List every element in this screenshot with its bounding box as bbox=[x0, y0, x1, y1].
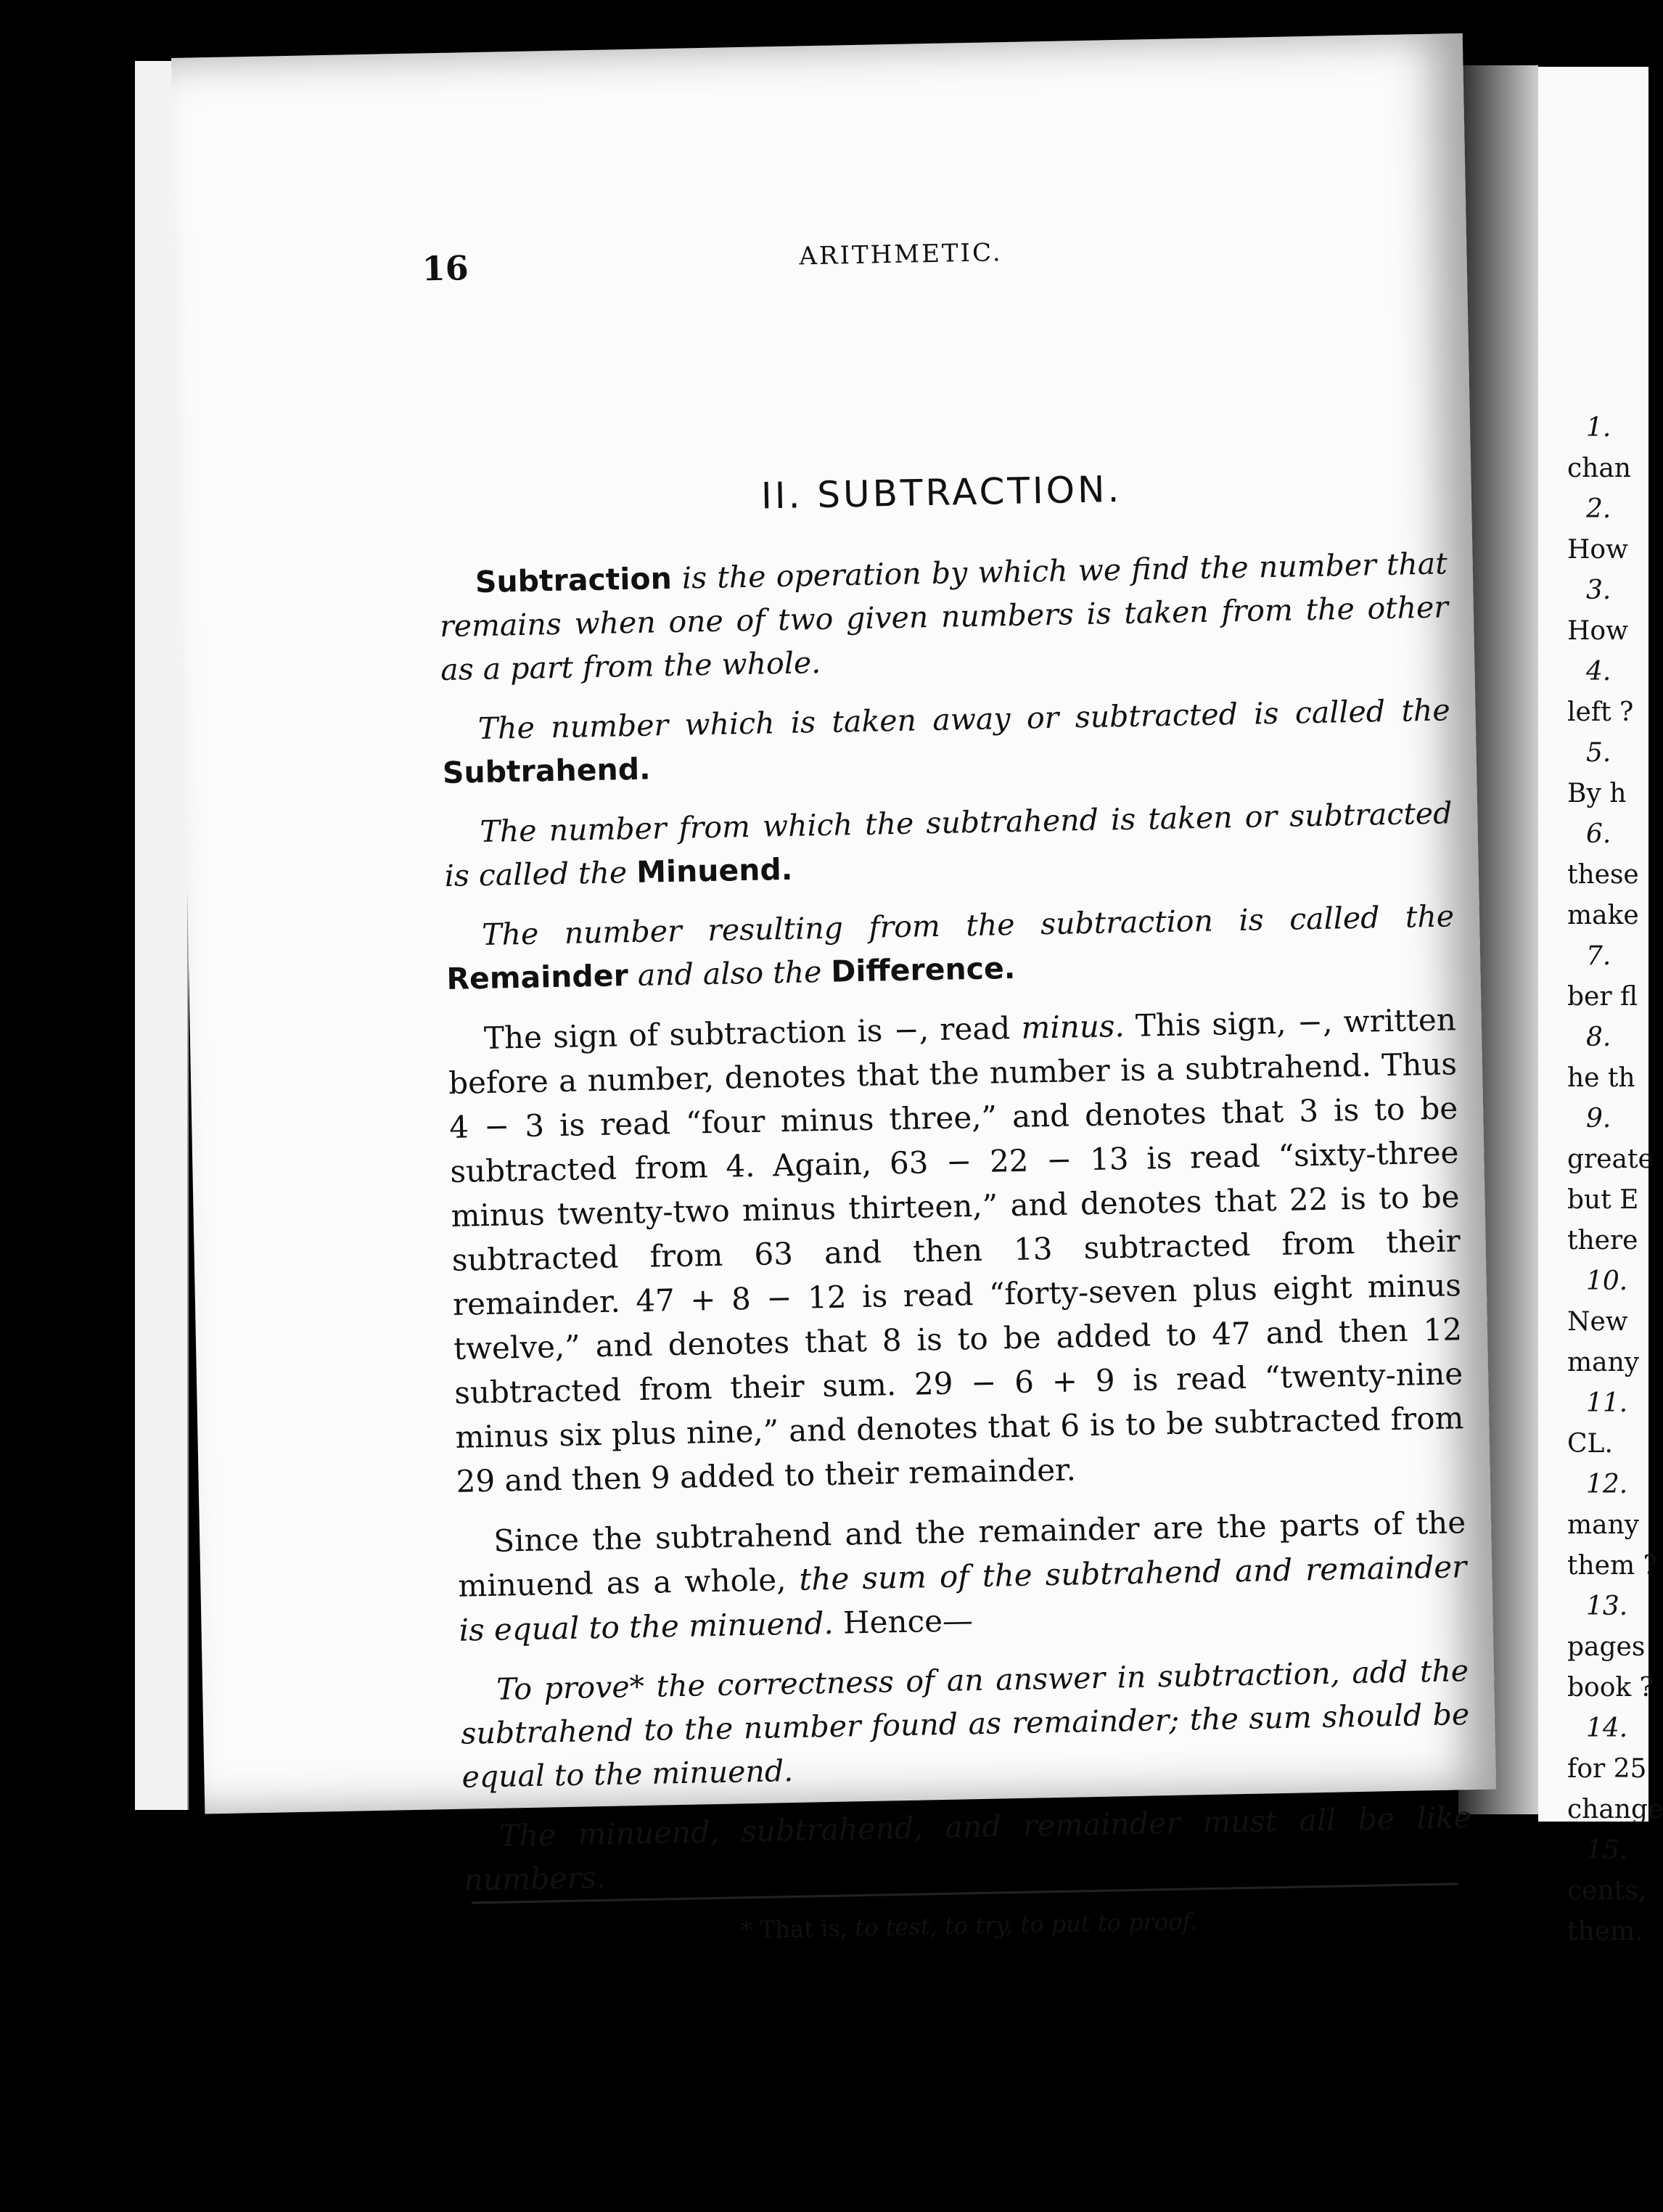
paragraph-sum-rule bbox=[457, 1500, 1468, 1652]
facing-page-item-number: 1. bbox=[1586, 413, 1611, 443]
footnote-lead: * That is, bbox=[740, 1914, 855, 1944]
footnote-italic: to test, to try, to put to proof. bbox=[854, 1907, 1198, 1942]
facing-page-item-number: 15. bbox=[1586, 1835, 1628, 1865]
facing-page-item-text: greate bbox=[1567, 1144, 1654, 1174]
running-head bbox=[175, 229, 1466, 289]
facing-page-item-text: chan bbox=[1567, 454, 1631, 483]
definition-subtraction bbox=[438, 541, 1449, 692]
facing-page-item-text: CL. bbox=[1567, 1429, 1613, 1459]
body-text: This sign, −, written before a number, denotes that the number is a subtrahend. Thus 4 − 3 is read “four minus three,” and denotes that 3 is to be subtracted from 4. Again, 63 − 22 − 13 is read “sixty-three minus twenty-two minus thirteen,” and denotes that 22 is to be subtracted from 63 and then 13 subtracted from their remainder. 47 + 8 − 12 is read “forty-seven plus eight minus twelve,” and denotes that 8 is to be added to 47 and then 12 subtracted from their sum. 29 − 6 + 9 is read “twenty-nine minus six plus nine,” and denotes that 6 is to be subtracted from 29 and then 9 added to their remainder. bbox=[448, 1001, 1464, 1499]
definition-text: The number which is taken away or subtracted is called the bbox=[477, 692, 1451, 747]
facing-page-item-number: 14. bbox=[1586, 1713, 1628, 1743]
facing-page-item-text: them. bbox=[1567, 1917, 1643, 1946]
definition-text: The number from which the subtrahend is taken or subtracted is called the bbox=[444, 795, 1453, 893]
facing-page-item-number: 11. bbox=[1586, 1388, 1628, 1418]
facing-page-item-text: pages bbox=[1567, 1632, 1646, 1662]
facing-page-item-text: How bbox=[1567, 616, 1628, 646]
definition-text: is the operation by which we find the number that remains when one of two given numbers is taken from the other as a part from the whole. bbox=[439, 546, 1449, 688]
facing-page-item-text: there bbox=[1567, 1226, 1638, 1255]
page-number: 16 bbox=[422, 248, 469, 289]
facing-page-text bbox=[1567, 408, 1663, 1952]
definition-minuend bbox=[443, 791, 1453, 898]
facing-page-item-text: many bbox=[1567, 1348, 1640, 1377]
definition-remainder bbox=[445, 894, 1455, 1001]
facing-page-item-text: them ? bbox=[1567, 1551, 1657, 1581]
facing-page-item-text: change bbox=[1567, 1795, 1663, 1824]
facing-page-item-number: 2. bbox=[1586, 494, 1611, 524]
term-difference: Difference. bbox=[830, 950, 1016, 989]
section-heading: II. SUBTRACTION. bbox=[760, 467, 1122, 517]
facing-page-item-number: 5. bbox=[1586, 738, 1611, 768]
facing-page-item-number: 10. bbox=[1586, 1266, 1628, 1296]
facing-page-item-text: make bbox=[1567, 901, 1639, 930]
facing-page-item-text: these bbox=[1567, 860, 1639, 890]
facing-page-item-number: 7. bbox=[1586, 941, 1611, 971]
paragraph-proof-rule: To prove* the correctness of an answer in subtraction, add the subtrahend to the number found as remainder; the sum should be equal to the minuend. bbox=[460, 1653, 1470, 1795]
italic-rule: the sum of the subtrahend and remainder is equal to the minuend. bbox=[459, 1549, 1467, 1648]
facing-page-item-text: he th bbox=[1567, 1063, 1635, 1093]
page-content bbox=[437, 462, 1473, 1944]
facing-page-item-number: 6. bbox=[1586, 819, 1611, 849]
facing-page bbox=[1538, 67, 1663, 1946]
running-title: ARITHMETIC. bbox=[799, 238, 1003, 271]
paragraph-sign-of-subtraction bbox=[447, 997, 1465, 1504]
facing-page-item-text: but E bbox=[1567, 1185, 1639, 1215]
term-minuend: Minuend. bbox=[636, 851, 793, 890]
facing-page-item-text: cents, bbox=[1567, 1876, 1647, 1906]
book-page bbox=[171, 33, 1496, 1944]
italic-minus: minus. bbox=[1021, 1008, 1125, 1046]
body-text: The sign of subtraction is −, read bbox=[483, 1009, 1022, 1056]
facing-page-item-number: 4. bbox=[1586, 657, 1611, 687]
term-remainder: Remainder bbox=[445, 958, 629, 996]
term-subtraction: Subtraction bbox=[475, 560, 673, 600]
facing-page-item-text: By h bbox=[1567, 779, 1627, 808]
definition-subtrahend bbox=[441, 688, 1451, 795]
facing-page-item-number: 3. bbox=[1586, 575, 1611, 605]
facing-page-item-number: 13. bbox=[1586, 1592, 1628, 1621]
facing-page-item-text: many bbox=[1567, 1510, 1640, 1540]
facing-page-item-text: left ? bbox=[1567, 697, 1634, 727]
term-subtrahend: Subtrahend. bbox=[442, 751, 652, 790]
facing-page-item-text: New bbox=[1567, 1307, 1628, 1337]
definition-text: The number resulting from the subtraction is called the bbox=[481, 898, 1455, 952]
facing-page-item-text: How bbox=[1567, 535, 1628, 565]
paragraph-like-numbers: The minuend, subtrahend, and remainder must all be like numbers. bbox=[463, 1800, 1472, 1898]
facing-page-item-number: 8. bbox=[1586, 1023, 1611, 1052]
body-text: Hence— bbox=[833, 1602, 974, 1641]
facing-page-item-number: 9. bbox=[1586, 1104, 1611, 1134]
body-text: Since the subtrahend and the remainder are the parts of the minuend as a whole, bbox=[458, 1504, 1466, 1604]
footnote bbox=[464, 1902, 1473, 1949]
facing-page-item-text: book ? bbox=[1567, 1673, 1654, 1703]
facing-page-item-text: for 25 bbox=[1567, 1754, 1647, 1784]
facing-page-item-number: 12. bbox=[1586, 1470, 1628, 1499]
definition-text: and also the bbox=[628, 954, 832, 994]
facing-page-item-text: ber fl bbox=[1567, 982, 1638, 1012]
